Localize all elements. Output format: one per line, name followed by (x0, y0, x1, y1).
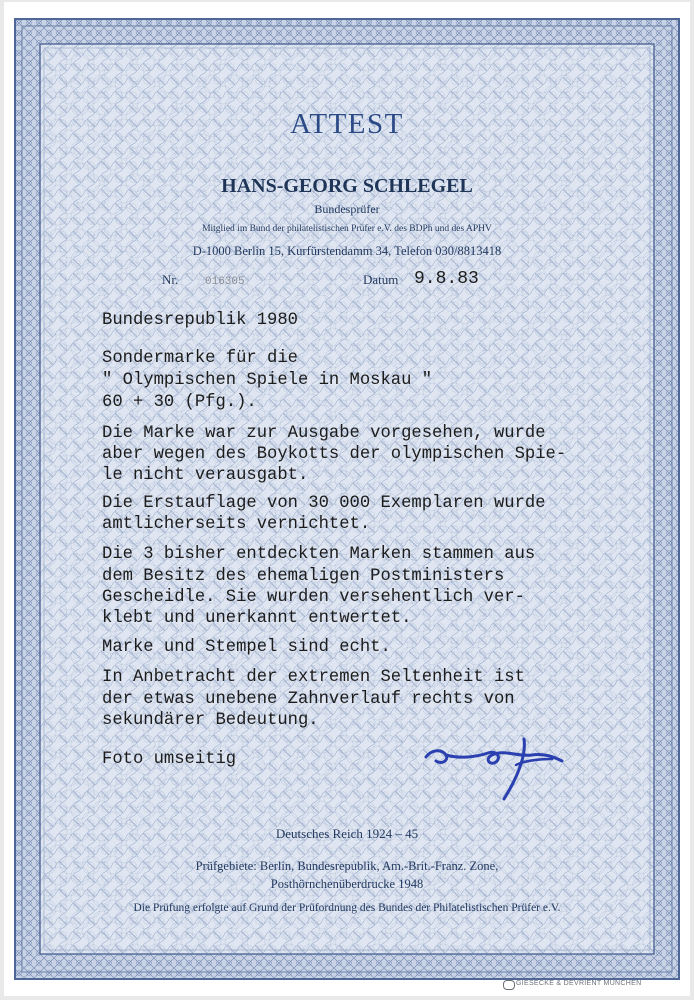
printer-logo-icon (503, 980, 515, 990)
footer-reich-period: Deutsches Reich 1924 – 45 (275, 826, 419, 841)
body-line: amtlicherseits vernichtet. (102, 515, 371, 534)
examiner-role: Bundesprüfer (314, 202, 380, 216)
footer-exam-areas-2: Posthörnchenüberdrucke 1948 (270, 877, 424, 891)
date-label: Datum (363, 272, 399, 287)
body-line: klebt und unerkannt entwertet. (102, 609, 412, 628)
examiner-address: D-1000 Berlin 15, Kurfürstendamm 34, Telefon 030/8813418 (192, 244, 502, 258)
body-line: Die 3 bisher entdeckten Marken stammen aus (102, 545, 536, 564)
certificate-number: 016305 (205, 276, 245, 288)
examiner-name: HANS-GEORG SCHLEGEL (221, 175, 473, 197)
body-line: Die Marke war zur Ausgabe vorgesehen, wurde (102, 424, 546, 443)
body-line: " Olympischen Spiele in Moskau " (102, 371, 433, 390)
body-line: dem Besitz des ehemaligen Postministers (102, 567, 505, 586)
footer-exam-areas: Prüfgebiete: Berlin, Bundesrepublik, Am.-Brit.-Franz. Zone, (195, 859, 499, 873)
body-line: Marke und Stempel sind echt. (102, 638, 391, 657)
body-line: Foto umseitig (102, 750, 237, 769)
printer-imprint: GIESECKE & DEVRIENT MÜNCHEN (516, 980, 642, 987)
body-line: Bundesrepublik 1980 (102, 311, 298, 330)
body-line: aber wegen des Boykotts der olympischen Spie- (102, 445, 567, 464)
examiner-signature (420, 735, 570, 805)
body-line: Gescheidle. Sie wurden versehentlich ver- (102, 588, 525, 607)
body-line: Die Erstauflage von 30 000 Exemplaren wurde (102, 494, 546, 513)
body-line: 60 + 30 (Pfg.). (102, 393, 257, 412)
body-line: sekundärer Bedeutung. (102, 711, 319, 730)
body-line: In Anbetracht der extremen Seltenheit ist (102, 668, 525, 687)
body-line: le nicht verausgabt. (102, 466, 309, 485)
certificate-title: ATTEST (290, 108, 404, 140)
footer-regulation-note: Die Prüfung erfolgte auf Grund der Prüfordnung des Bundes der Philatelistischen Prüfer e.V. (133, 902, 561, 914)
membership-line: Mitglied im Bund der philatelistischen Prüfer e.V. des BDPh und des APHV (202, 224, 492, 234)
certificate-date: 9.8.83 (414, 269, 479, 289)
body-line: Sondermarke für die (102, 349, 298, 368)
certificate-number-label: Nr. (162, 272, 179, 287)
body-line: der etwas unebene Zahnverlauf rechts von (102, 690, 515, 709)
